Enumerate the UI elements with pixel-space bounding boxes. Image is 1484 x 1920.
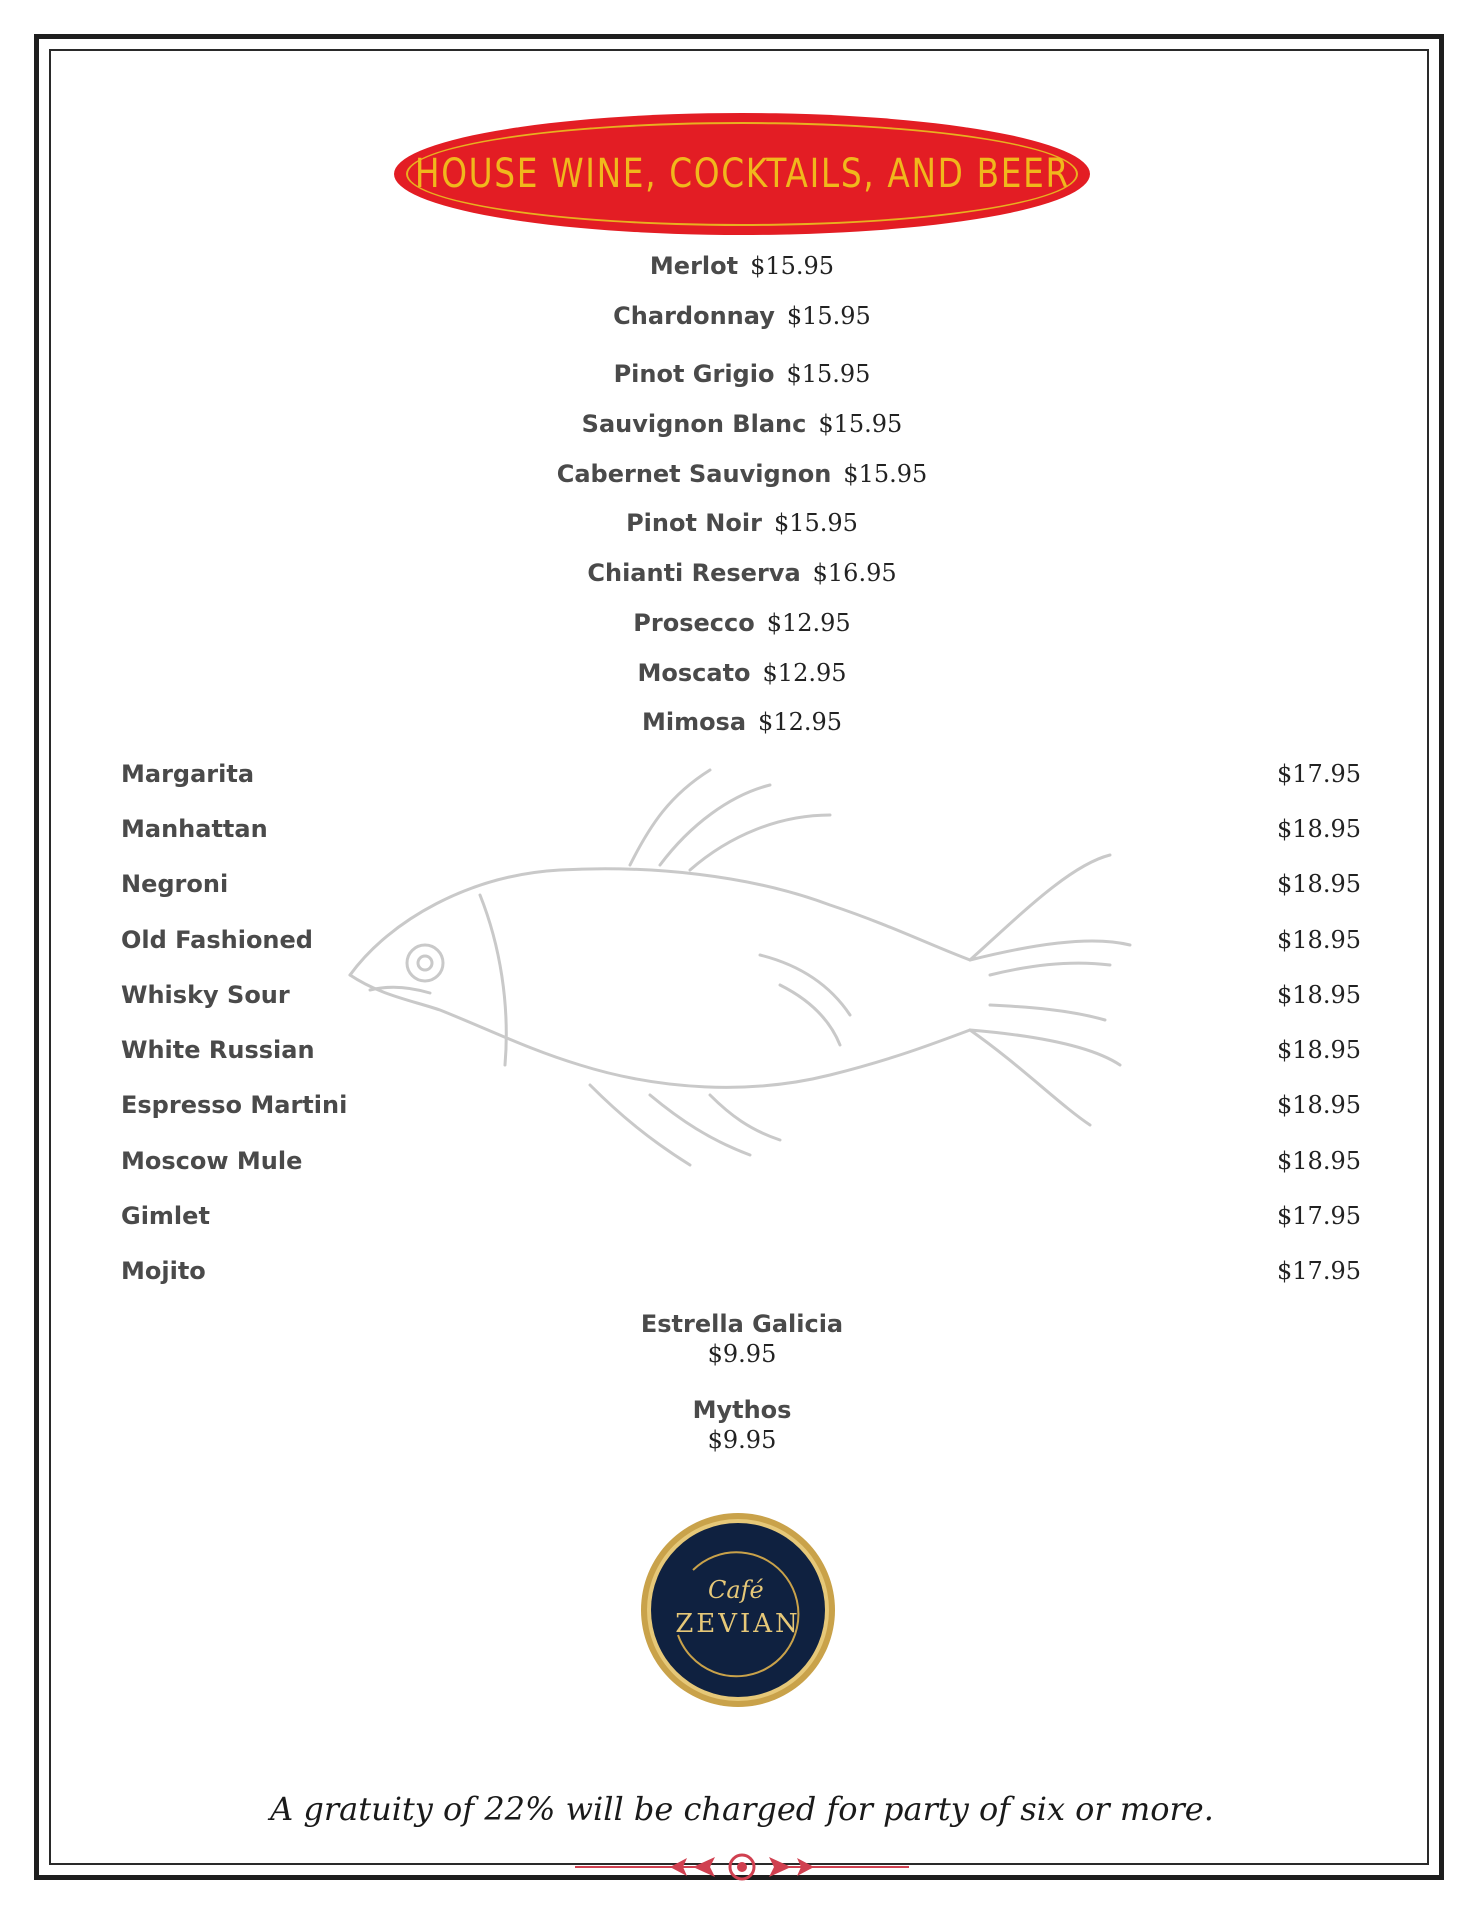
wine-item [0, 609, 1484, 637]
cocktail-name: Gimlet [121, 1202, 210, 1230]
wine-name: Cabernet Sauvignon [556, 460, 832, 488]
cocktail-price: $18.95 [1277, 981, 1361, 1009]
cocktail-price: $18.95 [1277, 815, 1361, 843]
wine-name: Moscato [637, 659, 751, 687]
wine-price: $15.95 [773, 509, 858, 537]
cocktail-item [121, 1202, 1361, 1236]
wine-item [0, 410, 1484, 438]
cocktail-price: $18.95 [1277, 1036, 1361, 1064]
cocktail-item [121, 815, 1361, 849]
wine-item [0, 659, 1484, 687]
wine-item [0, 559, 1484, 587]
cocktail-price: $17.95 [1277, 1257, 1361, 1285]
cocktail-price: $17.95 [1277, 1202, 1361, 1230]
wine-name: Pinot Noir [626, 509, 762, 537]
beer-name: Mythos [692, 1396, 792, 1424]
cocktail-name: Moscow Mule [121, 1147, 303, 1175]
wine-name: Chianti Reserva [587, 559, 801, 587]
logo-name-text: ZEVIAN [675, 1609, 801, 1639]
cocktail-price: $18.95 [1277, 1091, 1361, 1119]
wine-item [0, 708, 1484, 736]
cocktail-price: $18.95 [1277, 1147, 1361, 1175]
wine-name: Sauvignon Blanc [581, 410, 807, 438]
wine-price: $12.95 [766, 609, 851, 637]
wine-name: Merlot [649, 252, 739, 280]
wine-item [0, 252, 1484, 280]
beer-name: Estrella Galicia [640, 1310, 844, 1338]
beer-price: $9.95 [707, 1340, 777, 1368]
cocktail-name: White Russian [121, 1036, 315, 1064]
cocktail-price: $18.95 [1277, 926, 1361, 954]
cocktail-name: Old Fashioned [121, 926, 313, 954]
cocktail-item [121, 1036, 1361, 1070]
wine-price: $12.95 [762, 659, 847, 687]
page-title: HOUSE WINE, COCKTAILS, AND BEER [414, 151, 1070, 197]
wine-price: $16.95 [812, 559, 897, 587]
wine-item [0, 302, 1484, 330]
cocktail-name: Negroni [121, 870, 229, 898]
wine-price: $15.95 [750, 252, 835, 280]
beer-item [0, 1310, 1484, 1368]
cafe-zevian-logo [638, 1510, 838, 1710]
wine-price: $15.95 [843, 460, 928, 488]
wine-name: Chardonnay [613, 302, 775, 330]
cocktail-name: Manhattan [121, 815, 268, 843]
cocktail-item [121, 1091, 1361, 1125]
cocktail-item [121, 926, 1361, 960]
gratuity-note: A gratuity of 22% will be charged for party of six or more. [270, 1790, 1214, 1828]
title-banner [394, 113, 1090, 235]
wine-item [0, 360, 1484, 388]
cocktail-item [121, 1147, 1361, 1181]
wine-item [0, 509, 1484, 537]
beer-item [0, 1396, 1484, 1454]
cocktail-name: Mojito [121, 1257, 206, 1285]
cocktail-price: $18.95 [1277, 870, 1361, 898]
cocktail-name: Espresso Martini [121, 1091, 348, 1119]
cocktail-item [121, 981, 1361, 1015]
wine-name: Pinot Grigio [613, 360, 775, 388]
logo-script-text: Café [708, 1576, 764, 1604]
wine-name: Mimosa [641, 708, 747, 736]
cocktail-name: Whisky Sour [121, 981, 290, 1009]
wine-item [0, 460, 1484, 488]
cocktail-item [121, 760, 1361, 794]
cocktail-price: $17.95 [1277, 760, 1361, 788]
cocktail-item [121, 1257, 1361, 1291]
wine-price: $15.95 [786, 302, 871, 330]
beer-price: $9.95 [707, 1426, 777, 1454]
cocktail-name: Margarita [121, 760, 255, 788]
cocktail-item [121, 870, 1361, 904]
wine-price: $15.95 [786, 360, 871, 388]
wine-price: $15.95 [818, 410, 903, 438]
wine-price: $12.95 [758, 708, 843, 736]
divider-ornament [575, 1852, 909, 1882]
wine-name: Prosecco [633, 609, 755, 637]
